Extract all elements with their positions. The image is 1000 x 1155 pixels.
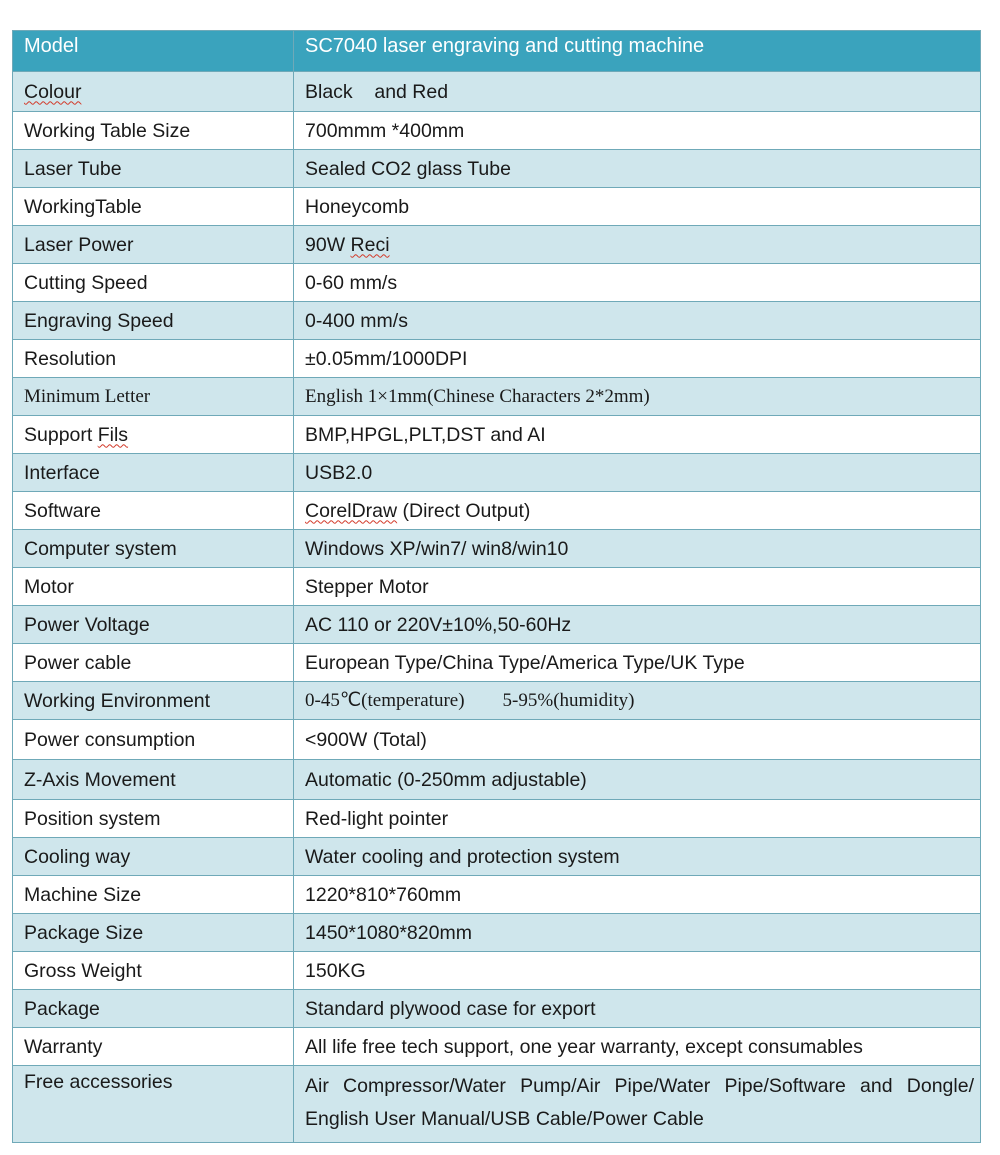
row-value: USB2.0	[294, 454, 981, 492]
table-header-row	[13, 31, 981, 72]
row-value: Standard plywood case for export	[294, 990, 981, 1028]
row-label: Motor	[13, 568, 294, 606]
row-value: All life free tech support, one year warranty, except consumables	[294, 1028, 981, 1066]
row-value-laser-power	[294, 226, 981, 264]
row-label: Laser Power	[13, 226, 294, 264]
row-label: WorkingTable	[13, 188, 294, 226]
table-row	[13, 226, 981, 264]
row-value-accessories: Air Compressor/Water Pump/Air Pipe/Water Pipe/Software and Dongle/ English User Manual/USB Cable/Power Cable	[294, 1066, 981, 1143]
row-label: Minimum Letter	[13, 378, 294, 416]
row-value: AC 110 or 220V±10%,50-60Hz	[294, 606, 981, 644]
table-row	[13, 264, 981, 302]
row-value: English 1×1mm(Chinese Characters 2*2mm)	[294, 378, 981, 416]
table-row	[13, 188, 981, 226]
row-label: Machine Size	[13, 876, 294, 914]
table-row	[13, 720, 981, 760]
table-row	[13, 952, 981, 990]
support-label-text: Support	[24, 423, 98, 446]
row-label: Power consumption	[13, 720, 294, 760]
row-value: Water cooling and protection system	[294, 838, 981, 876]
table-row	[13, 800, 981, 838]
software-note: (Direct Output)	[397, 499, 531, 522]
row-label: Position system	[13, 800, 294, 838]
environment-humidity: 5-95%(humidity)	[502, 689, 635, 711]
environment-temperature: 0-45℃(temperature)	[305, 689, 465, 711]
row-value-software	[294, 492, 981, 530]
row-value: 150KG	[294, 952, 981, 990]
row-label: Cutting Speed	[13, 264, 294, 302]
header-label: Model	[13, 31, 294, 72]
table-row	[13, 150, 981, 188]
row-label: Power Voltage	[13, 606, 294, 644]
row-value: Automatic (0-250mm adjustable)	[294, 760, 981, 800]
row-value: 1220*810*760mm	[294, 876, 981, 914]
row-value-environment	[294, 682, 981, 720]
row-label: Package Size	[13, 914, 294, 952]
row-label: Engraving Speed	[13, 302, 294, 340]
row-value: 1450*1080*820mm	[294, 914, 981, 952]
row-value: Honeycomb	[294, 188, 981, 226]
spec-sheet	[12, 30, 980, 1143]
row-label-colour	[13, 72, 294, 112]
row-label: Computer system	[13, 530, 294, 568]
row-value: BMP,HPGL,PLT,DST and AI	[294, 416, 981, 454]
table-row	[13, 492, 981, 530]
row-label: Warranty	[13, 1028, 294, 1066]
colour-label-text: Colour	[24, 80, 82, 103]
row-value: 700mmm *400mm	[294, 112, 981, 150]
row-value: 0-60 mm/s	[294, 264, 981, 302]
row-value: Stepper Motor	[294, 568, 981, 606]
table-row	[13, 72, 981, 112]
table-row	[13, 914, 981, 952]
row-label: Cooling way	[13, 838, 294, 876]
support-label-misspelt: Fils	[97, 423, 129, 446]
table-row	[13, 340, 981, 378]
row-label: Gross Weight	[13, 952, 294, 990]
row-label: Working Table Size	[13, 112, 294, 150]
row-value: European Type/China Type/America Type/UK Type	[294, 644, 981, 682]
table-row	[13, 990, 981, 1028]
table-row	[13, 302, 981, 340]
row-label: Power cable	[13, 644, 294, 682]
row-label-support-files	[13, 416, 294, 454]
table-row	[13, 644, 981, 682]
row-value: Sealed CO2 glass Tube	[294, 150, 981, 188]
table-row	[13, 112, 981, 150]
table-row	[13, 760, 981, 800]
table-row	[13, 378, 981, 416]
software-name: CorelDraw	[305, 499, 398, 522]
table-row	[13, 568, 981, 606]
row-value-colour: Black and Red	[294, 72, 981, 112]
spec-table	[12, 30, 981, 1143]
row-label: Free accessories	[13, 1066, 294, 1143]
laser-power-brand: Reci	[350, 233, 390, 256]
row-value: Windows XP/win7/ win8/win10	[294, 530, 981, 568]
table-row	[13, 1028, 981, 1066]
row-value: ±0.05mm/1000DPI	[294, 340, 981, 378]
row-label: Working Environment	[13, 682, 294, 720]
row-label: Laser Tube	[13, 150, 294, 188]
table-row	[13, 416, 981, 454]
row-value: Red-light pointer	[294, 800, 981, 838]
table-row	[13, 454, 981, 492]
row-label: Software	[13, 492, 294, 530]
row-value: <900W (Total)	[294, 720, 981, 760]
header-model-name: SC7040 laser engraving and cutting machine	[294, 31, 981, 72]
row-value: 0-400 mm/s	[294, 302, 981, 340]
table-row	[13, 682, 981, 720]
table-row	[13, 530, 981, 568]
row-label: Interface	[13, 454, 294, 492]
table-row	[13, 1066, 981, 1143]
table-row	[13, 606, 981, 644]
laser-power-text: 90W	[305, 233, 351, 256]
row-label: Z-Axis Movement	[13, 760, 294, 800]
row-label: Package	[13, 990, 294, 1028]
table-row	[13, 876, 981, 914]
row-label: Resolution	[13, 340, 294, 378]
table-row	[13, 838, 981, 876]
